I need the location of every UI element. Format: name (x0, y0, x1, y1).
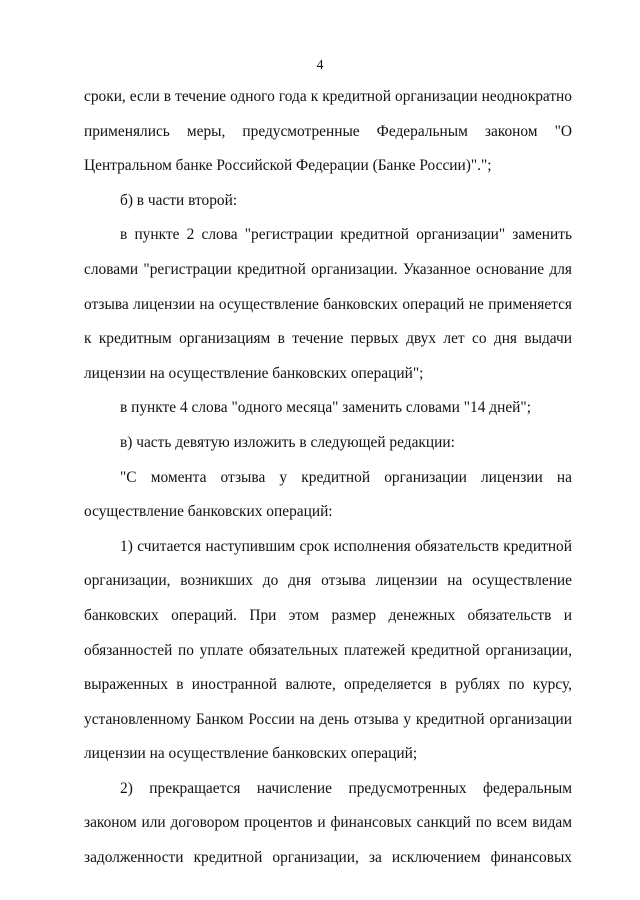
page-number: 4 (316, 58, 324, 73)
paragraph-continuation: сроки, если в течение одного года к кредитной организации неоднократно применялись меры, предусмотренные Федеральным законом "О Центральном банке Российской Федерации (Банке России)"."; (84, 88, 572, 175)
paragraph-item-v: в) часть девятую изложить в следующей редакции: (120, 433, 455, 451)
paragraph-point-4: в пункте 4 слова "одного месяца" заменить словами "14 дней"; (120, 399, 531, 417)
paragraph-quote-start: "С момента отзыва у кредитной организации лицензии на осуществление банковских операций: (84, 468, 572, 521)
document-body (84, 80, 572, 876)
paragraph-subitem-1: 1) считается наступившим срок исполнения обязательств кредитной организации, возникших до дня отзыва лицензии на осуществление банковских операций. При этом размер денежных обязательств и обязанностей по уплате обязательных платежей кредитной организации, выраженных в иностранной валюте, определяется в рублях по курсу, установленному Банком России на день отзыва у кредитной организации лицензии на осуществление банковских операций; (84, 537, 572, 763)
paragraph-point-2: в пункте 2 слова "регистрации кредитной организации" заменить словами "регистрации кредитной организации. Указанное основание для отзыва лицензии на осуществление банковских операций не применяется к кредитным организациям в течение первых двух лет со дня выдачи лицензии на осуществление банковских операций"; (84, 226, 572, 382)
paragraph-item-b: б) в части второй: (120, 191, 238, 209)
paragraph-subitem-2: 2) прекращается начисление предусмотренных федеральным законом или договором процентов и финансовых санкций по всем видам задолженности кредитной организации, за исключением финансовых (84, 779, 572, 867)
